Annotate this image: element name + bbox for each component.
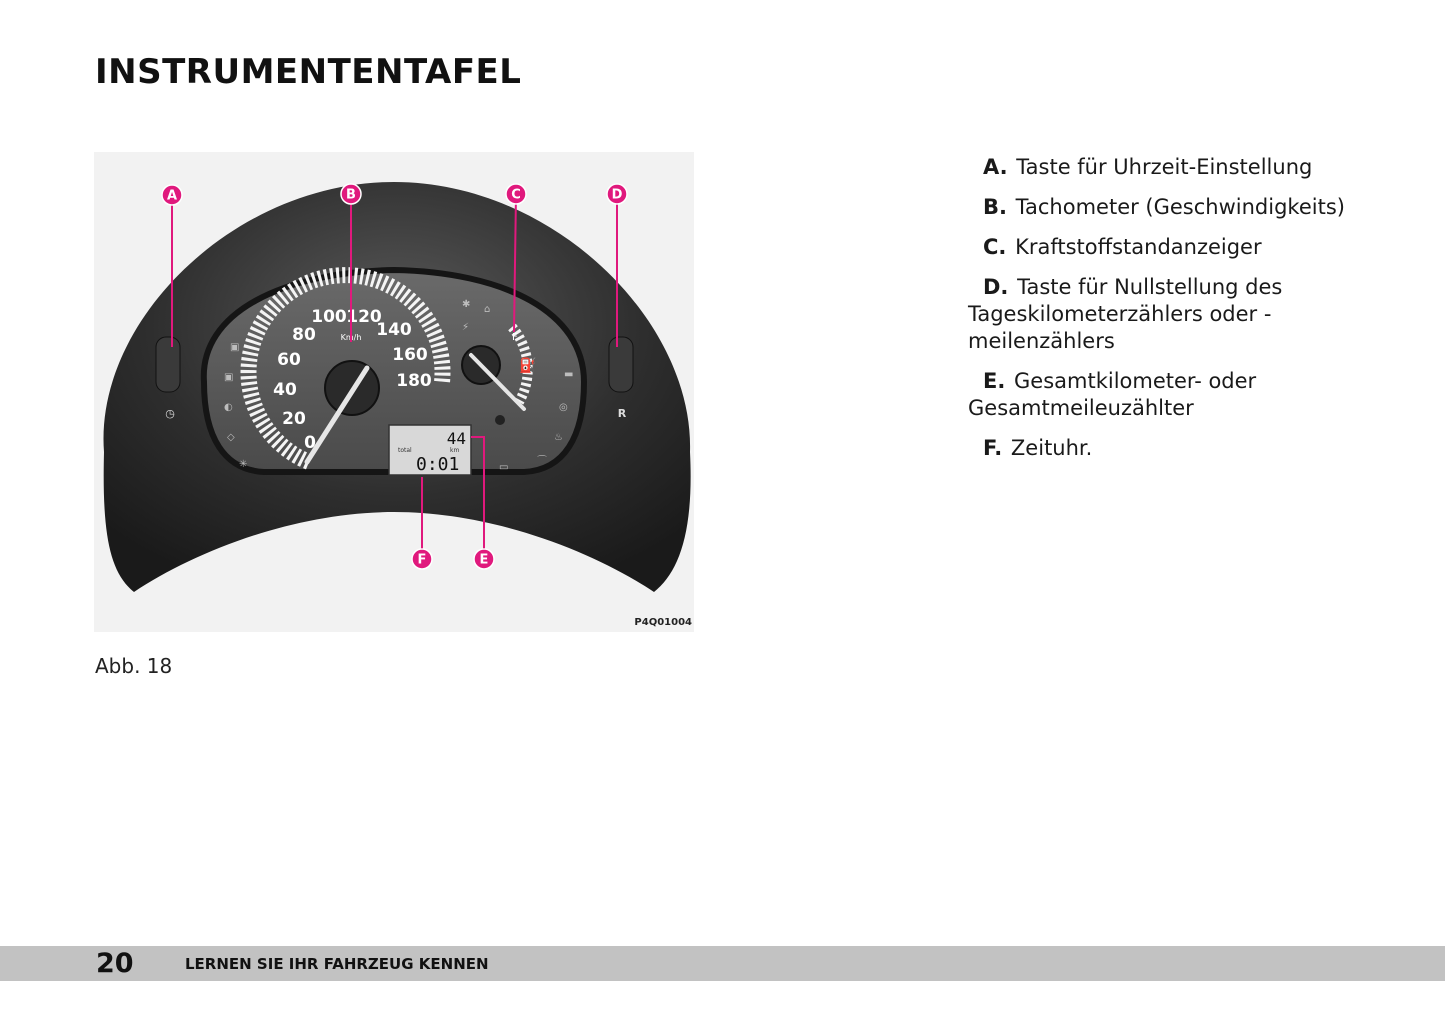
legend-text: Gesamtkilometer- oder Gesamtmeileuzählter <box>968 369 1257 420</box>
legend-item <box>968 194 1348 221</box>
legend-text: Zeituhr. <box>1004 436 1093 460</box>
section-title: LERNEN SIE IHR FAHRZEUG KENNEN <box>185 955 489 973</box>
lcd-display <box>389 425 471 475</box>
legend-list <box>968 154 1348 475</box>
page-title: INSTRUMENTENTAFEL <box>95 52 522 92</box>
page-number: 20 <box>96 948 134 979</box>
warning-light-icon: ✱ <box>462 299 471 310</box>
clock-button-icon: ◷ <box>165 407 175 420</box>
clock-button <box>156 337 180 392</box>
speed-tick-label: 180 <box>396 371 432 391</box>
legend-key: E. <box>983 369 1006 393</box>
warning-light-icon: ▣ <box>224 372 234 383</box>
speed-unit-label: Km/h <box>340 333 362 342</box>
warning-light-icon: ⌒ <box>537 456 547 467</box>
legend-text: Kraftstoffstandanzeiger <box>1008 235 1262 259</box>
lcd-time-value: 0:01 <box>416 454 460 475</box>
callout-letter: E <box>479 552 489 568</box>
speed-tick-label: 140 <box>376 320 412 340</box>
legend-key: B. <box>983 195 1007 219</box>
speed-tick-label: 0 <box>304 433 316 453</box>
legend-key: D. <box>983 275 1009 299</box>
lcd-trip-value: 44 <box>446 429 466 448</box>
legend-item <box>968 435 1348 462</box>
warning-light-icon: ◇ <box>227 432 235 443</box>
legend-key: C. <box>983 235 1007 259</box>
callout-letter: C <box>511 187 521 203</box>
legend-item <box>968 154 1348 181</box>
speed-tick-label: 160 <box>392 345 428 365</box>
legend-text: Taste für Uhrzeit-Einstellung <box>1009 155 1313 179</box>
warning-light-icon: ◐ <box>224 402 233 413</box>
legend-item <box>968 234 1348 261</box>
legend-item <box>968 274 1348 355</box>
speed-tick-label: 20 <box>282 409 306 429</box>
legend-item <box>968 368 1348 422</box>
callout-letter: B <box>346 187 356 203</box>
speed-tick-label: 60 <box>277 350 301 370</box>
callout-letter: F <box>417 552 427 568</box>
instrument-panel-illustration <box>94 152 694 632</box>
lcd-km-label: km <box>450 447 460 454</box>
figure-caption: Abb. 18 <box>95 654 173 678</box>
speed-tick-label: 40 <box>273 380 297 400</box>
warning-light-icon: ♨ <box>554 432 563 443</box>
indicator-dot <box>495 415 505 425</box>
legend-key: A. <box>983 155 1008 179</box>
fuel-full-label: F <box>512 332 518 343</box>
speed-tick-label: 120 <box>346 307 382 327</box>
legend-text: Tachometer (Geschwindigkeits) <box>1008 195 1345 219</box>
speed-tick-label: 80 <box>292 325 316 345</box>
callout-letter: D <box>611 187 623 203</box>
warning-light-icon: ◎ <box>559 402 568 413</box>
warning-light-icon: ▬ <box>564 369 574 380</box>
legend-key: F. <box>983 436 1003 460</box>
reset-button <box>609 337 633 392</box>
fuel-pump-icon: ⛽ <box>519 358 537 374</box>
warning-light-icon: ⚡ <box>462 322 470 333</box>
instrument-panel-figure <box>94 152 694 632</box>
warning-light-icon: ▣ <box>230 342 240 353</box>
reset-button-label: R <box>617 407 627 420</box>
legend-text: Taste für Nullstellung des Tageskilometerzählers oder -meilenzählers <box>968 275 1283 353</box>
warning-light-icon: ⌂ <box>484 304 491 315</box>
warning-light-icon: ▭ <box>499 462 509 473</box>
speed-tick-label: 100 <box>311 307 347 327</box>
figure-code: P4Q01004 <box>634 617 692 628</box>
lcd-total-label: total <box>398 447 412 454</box>
warning-light-icon: ✳ <box>239 459 248 470</box>
callout-letter: A <box>166 188 178 204</box>
